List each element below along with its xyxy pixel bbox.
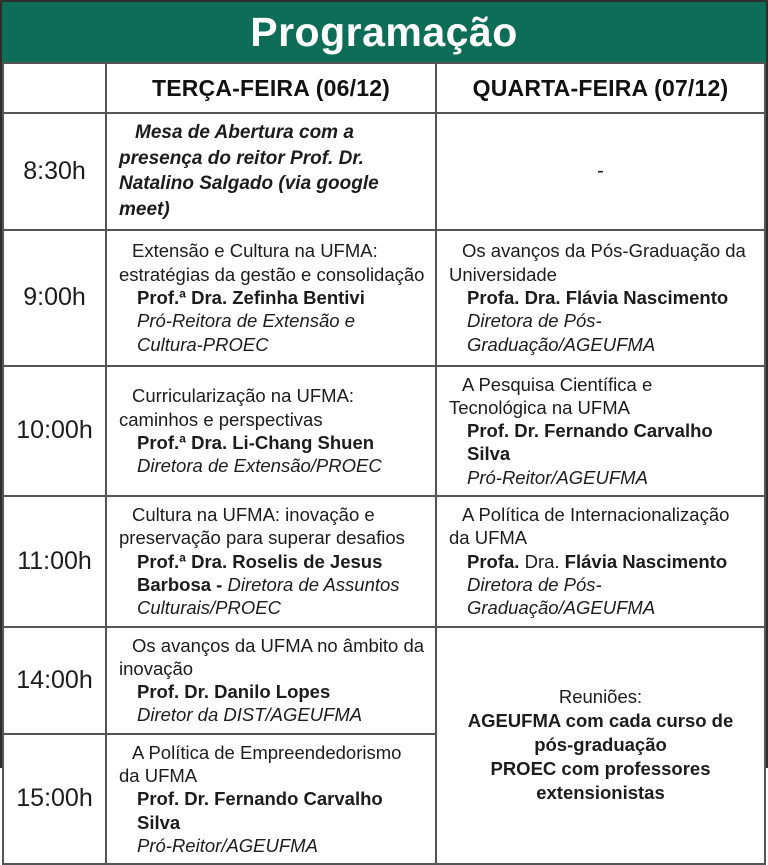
speaker-name: Prof. Dr. Fernando Carvalho Silva: [137, 788, 383, 833]
session-cell-tue-1100: [106, 496, 436, 626]
speaker-name-part: Profa.: [467, 550, 520, 572]
time-cell: 10:00h: [3, 366, 106, 496]
speaker-role: Pró-Reitor/AGEUFMA: [137, 834, 318, 856]
page-title: Programação: [250, 8, 518, 55]
session-cell-tue-830: [106, 113, 436, 230]
speaker-role: Diretora de Assuntos Culturais/PROEC: [137, 573, 400, 619]
meetings-heading: Reuniões:: [558, 686, 643, 708]
table-row: [3, 230, 765, 366]
meetings-line-proec: PROEC com professores extensionistas: [490, 758, 711, 804]
schedule-table: [2, 62, 766, 865]
time-cell: 11:00h: [3, 496, 106, 626]
table-row: [3, 113, 765, 230]
speaker-role: Diretora de Pós-Graduação/AGEUFMA: [467, 310, 656, 355]
session-cell-tue-1400: [106, 627, 436, 734]
session-title: A Política de Empreendedorismo da UFMA: [119, 741, 402, 787]
speaker-name: [449, 550, 754, 573]
corner-cell: [3, 63, 106, 113]
speaker-name: Profa. Dra. Flávia Nascimento: [467, 286, 729, 308]
meetings-line-ageufma: AGEUFMA com cada curso de pós-graduação: [467, 710, 734, 756]
table-row: [3, 366, 765, 496]
session-title: Os avanços da UFMA no âmbito da inovação: [119, 634, 425, 679]
speaker-role: Pró-Reitor/AGEUFMA: [467, 466, 648, 488]
speaker-name-part: Flávia Nascimento: [564, 550, 728, 572]
session-title: Curricularização na UFMA: caminhos e perspectivas: [119, 385, 355, 430]
session-title: A Política de Internacionalização da UFMA: [449, 504, 730, 549]
session-title: A Pesquisa Científica e Tecnológica na UFMA: [449, 373, 653, 418]
session-title: Extensão e Cultura na UFMA: estratégias da gestão e consolidação: [119, 240, 425, 285]
speaker-name: Prof. Dr. Fernando Carvalho Silva: [467, 420, 713, 465]
speaker-role: Diretora de Extensão/PROEC: [137, 455, 382, 477]
session-cell-wed-1000: [436, 366, 765, 496]
meetings-cell: [436, 627, 765, 865]
speaker-name-part: Dra.: [519, 550, 565, 572]
session-cell-wed-900: [436, 230, 765, 366]
time-cell: 9:00h: [3, 230, 106, 366]
time-cell: 14:00h: [3, 627, 106, 734]
speaker-role: Pró-Reitora de Extensão e Cultura-PROEC: [137, 310, 356, 355]
speaker-role: Diretora de Pós-Graduação/AGEUFMA: [467, 573, 656, 619]
time-cell: 15:00h: [3, 734, 106, 864]
speaker-name: Prof.ª Dra. Roselis de Jesus Barbosa -: [137, 550, 383, 595]
speaker-name-and-role: [119, 550, 425, 620]
speaker-name: Prof.ª Dra. Li-Chang Shuen: [137, 431, 375, 453]
column-header-tuesday: TERÇA-FEIRA (06/12): [106, 63, 436, 113]
title-banner: [2, 2, 766, 62]
session-cell-tue-1500: [106, 734, 436, 864]
session-title: Cultura na UFMA: inovação e preservação para superar desafios: [119, 504, 405, 549]
session-opening-text: Mesa de Abertura com a presença do reitor Prof. Dr. Natalino Salgado (via google meet): [119, 122, 379, 220]
table-header-row: [3, 63, 765, 113]
session-title: Os avanços da Pós-Graduação da Universidade: [449, 240, 746, 285]
table-row: [3, 496, 765, 626]
speaker-name: Prof. Dr. Danilo Lopes: [137, 681, 331, 703]
session-cell-tue-900: [106, 230, 436, 366]
speaker-role: Diretor da DIST/AGEUFMA: [137, 704, 363, 726]
time-cell: 8:30h: [3, 113, 106, 230]
speaker-name: Prof.ª Dra. Zefinha Bentivi: [137, 286, 365, 308]
session-cell-tue-1000: [106, 366, 436, 496]
session-cell-wed-1100: [436, 496, 765, 626]
empty-session-cell: -: [436, 113, 765, 230]
table-row: [3, 627, 765, 734]
column-header-wednesday: QUARTA-FEIRA (07/12): [436, 63, 765, 113]
